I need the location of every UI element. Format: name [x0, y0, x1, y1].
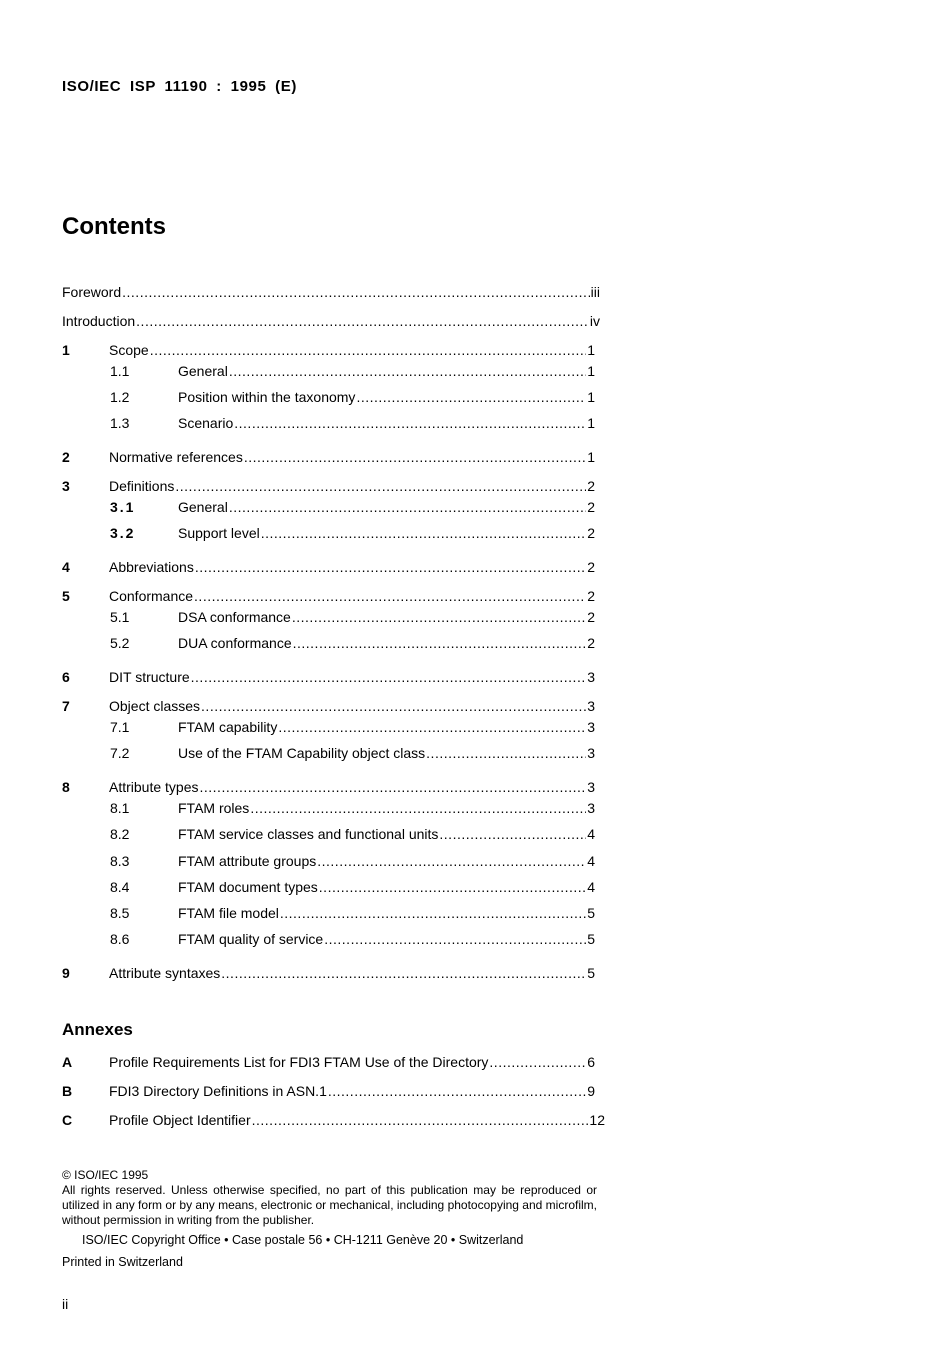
toc-page: 1: [587, 449, 595, 465]
page-title: Contents: [62, 213, 166, 240]
toc-entry-1-3[interactable]: [110, 414, 595, 432]
toc-entry-8-3[interactable]: [110, 852, 595, 870]
document-designation: ISO/IEC ISP 11190 : 1995 (E): [62, 78, 297, 95]
toc-number: 4: [62, 559, 70, 575]
toc-label: Introduction: [62, 313, 136, 329]
page-number: ii: [62, 1296, 69, 1312]
toc-number: 6: [62, 669, 70, 685]
toc-label: Attribute syntaxes: [109, 965, 221, 981]
toc-page: 2: [587, 559, 595, 575]
toc-label: DUA conformance: [178, 635, 292, 651]
toc-page: 2: [587, 499, 595, 515]
toc-page: 3: [587, 719, 595, 735]
copyright-line: © ISO/IEC 1995: [62, 1168, 149, 1182]
toc-entry-8-4[interactable]: [110, 878, 595, 896]
toc-page: 3: [587, 669, 595, 685]
toc-entry-clause-1[interactable]: [62, 341, 595, 359]
toc-entry-5-1[interactable]: [110, 608, 595, 626]
toc-page: 6: [587, 1054, 595, 1070]
toc-number: 8.1: [110, 800, 130, 816]
toc-entry-foreword[interactable]: [62, 283, 600, 301]
toc-label: Use of the FTAM Capability object class: [178, 745, 426, 761]
toc-entry-clause-5[interactable]: [62, 587, 595, 605]
toc-number: 8.6: [110, 931, 130, 947]
toc-page: 2: [587, 635, 595, 651]
toc-label: FDI3 Directory Definitions in ASN.1: [109, 1083, 327, 1099]
toc-number: 8.4: [110, 879, 130, 895]
toc-label: General: [178, 363, 228, 379]
toc-label: Scope: [109, 342, 149, 358]
toc-number: 8.2: [110, 826, 130, 842]
toc-number: 7.2: [110, 745, 130, 761]
toc-number: B: [62, 1083, 73, 1099]
toc-number: 1.2: [110, 389, 130, 405]
toc-label: DIT structure: [109, 669, 190, 685]
toc-entry-clause-8[interactable]: [62, 778, 595, 796]
toc-entry-1-2[interactable]: [110, 388, 595, 406]
toc-number: 2: [62, 449, 70, 465]
toc-entry-annex-c[interactable]: [62, 1111, 605, 1129]
toc-label: FTAM capability: [178, 719, 278, 735]
toc-entry-1-1[interactable]: [110, 362, 595, 380]
toc-entry-8-2[interactable]: [110, 825, 595, 843]
toc-entry-introduction[interactable]: [62, 312, 600, 330]
toc-label: Profile Requirements List for FDI3 FTAM Use of the Directory: [109, 1054, 489, 1070]
toc-page: iv: [589, 313, 600, 329]
toc-entry-clause-7[interactable]: [62, 697, 595, 715]
toc-number: 1: [62, 342, 70, 358]
toc-page: 2: [587, 525, 595, 541]
toc-label: Definitions: [109, 478, 175, 494]
toc-label: FTAM quality of service: [178, 931, 324, 947]
toc-number: 5: [62, 588, 70, 604]
toc-entry-3-2[interactable]: [110, 524, 595, 542]
toc-label: Position within the taxonomy: [178, 389, 356, 405]
toc-page: 3: [587, 698, 595, 714]
toc-label: FTAM roles: [178, 800, 250, 816]
toc-entry-8-5[interactable]: [110, 904, 595, 922]
toc-page: 4: [587, 826, 595, 842]
toc-number: 5.1: [110, 609, 130, 625]
toc-page: 3: [587, 779, 595, 795]
toc-label: Attribute types: [109, 779, 199, 795]
toc-page: iii: [590, 284, 600, 300]
toc-number: 5.2: [110, 635, 130, 651]
toc-number: 3: [62, 478, 70, 494]
toc-page: 1: [587, 389, 595, 405]
toc-entry-clause-2[interactable]: [62, 448, 595, 466]
toc-label: Support level: [178, 525, 260, 541]
toc-label: Scenario: [178, 415, 234, 431]
toc-label: FTAM service classes and functional units: [178, 826, 439, 842]
toc-number: 1.1: [110, 363, 130, 379]
toc-page: 5: [587, 931, 595, 947]
toc-entry-clause-3[interactable]: [62, 477, 595, 495]
toc-number: 9: [62, 965, 70, 981]
rights-statement: All rights reserved. Unless otherwise specified, no part of this publication may be reproduced or utilized in any form or by any means, electronic or mechanical, including photocopying and microfilm, without permission in writing from the publisher.: [62, 1183, 597, 1227]
toc-page: 1: [587, 415, 595, 431]
toc-number: 8.5: [110, 905, 130, 921]
toc-page: 12: [589, 1112, 605, 1128]
toc-page: 3: [587, 800, 595, 816]
toc-page: 1: [587, 363, 595, 379]
toc-page: 2: [587, 609, 595, 625]
toc-label: DSA conformance: [178, 609, 291, 625]
copyright-notice: [62, 1168, 597, 1228]
toc-entry-7-2[interactable]: [110, 744, 595, 762]
toc-entry-clause-9[interactable]: [62, 964, 595, 982]
toc-number: 7: [62, 698, 70, 714]
toc-label: Abbreviations: [109, 559, 194, 575]
toc-entry-8-1[interactable]: [110, 799, 595, 817]
toc-label: Normative references: [109, 449, 243, 465]
toc-label: FTAM attribute groups: [178, 853, 317, 869]
toc-entry-annex-a[interactable]: [62, 1053, 595, 1071]
toc-page: 4: [587, 853, 595, 869]
toc-entry-7-1[interactable]: [110, 718, 595, 736]
toc-number: A: [62, 1054, 73, 1070]
toc-page: 2: [587, 588, 595, 604]
toc-label: General: [178, 499, 228, 515]
toc-entry-8-6[interactable]: [110, 930, 595, 948]
toc-page: 1: [587, 342, 595, 358]
toc-entry-clause-6[interactable]: [62, 668, 595, 686]
annexes-heading: Annexes: [62, 1020, 133, 1039]
toc-number: 8.3: [110, 853, 130, 869]
toc-page: 3: [587, 745, 595, 761]
toc-number: 3.2: [110, 525, 136, 541]
toc-label: FTAM document types: [178, 879, 318, 895]
toc-entry-clause-4[interactable]: [62, 558, 595, 576]
toc-entry-3-1[interactable]: [110, 498, 595, 516]
toc-entry-annex-b[interactable]: [62, 1082, 595, 1100]
printed-in: Printed in Switzerland: [62, 1255, 183, 1269]
toc-page: 5: [587, 965, 595, 981]
toc-page: 9: [587, 1083, 595, 1099]
toc-label: Profile Object Identifier: [109, 1112, 251, 1128]
toc-label: Object classes: [109, 698, 201, 714]
toc-entry-5-2[interactable]: [110, 634, 595, 652]
toc-number: 8: [62, 779, 70, 795]
copyright-office-address: ISO/IEC Copyright Office • Case postale 56 • CH-1211 Genève 20 • Switzerland: [82, 1233, 524, 1247]
toc-label: FTAM file model: [178, 905, 279, 921]
toc-number: C: [62, 1112, 73, 1128]
toc-number: 7.1: [110, 719, 130, 735]
toc-page: 4: [587, 879, 595, 895]
toc-number: 3.1: [110, 499, 136, 515]
toc-number: 1.3: [110, 415, 130, 431]
toc-label: Foreword: [62, 284, 122, 300]
toc-page: 5: [587, 905, 595, 921]
toc-page: 2: [587, 478, 595, 494]
toc-label: Conformance: [109, 588, 194, 604]
